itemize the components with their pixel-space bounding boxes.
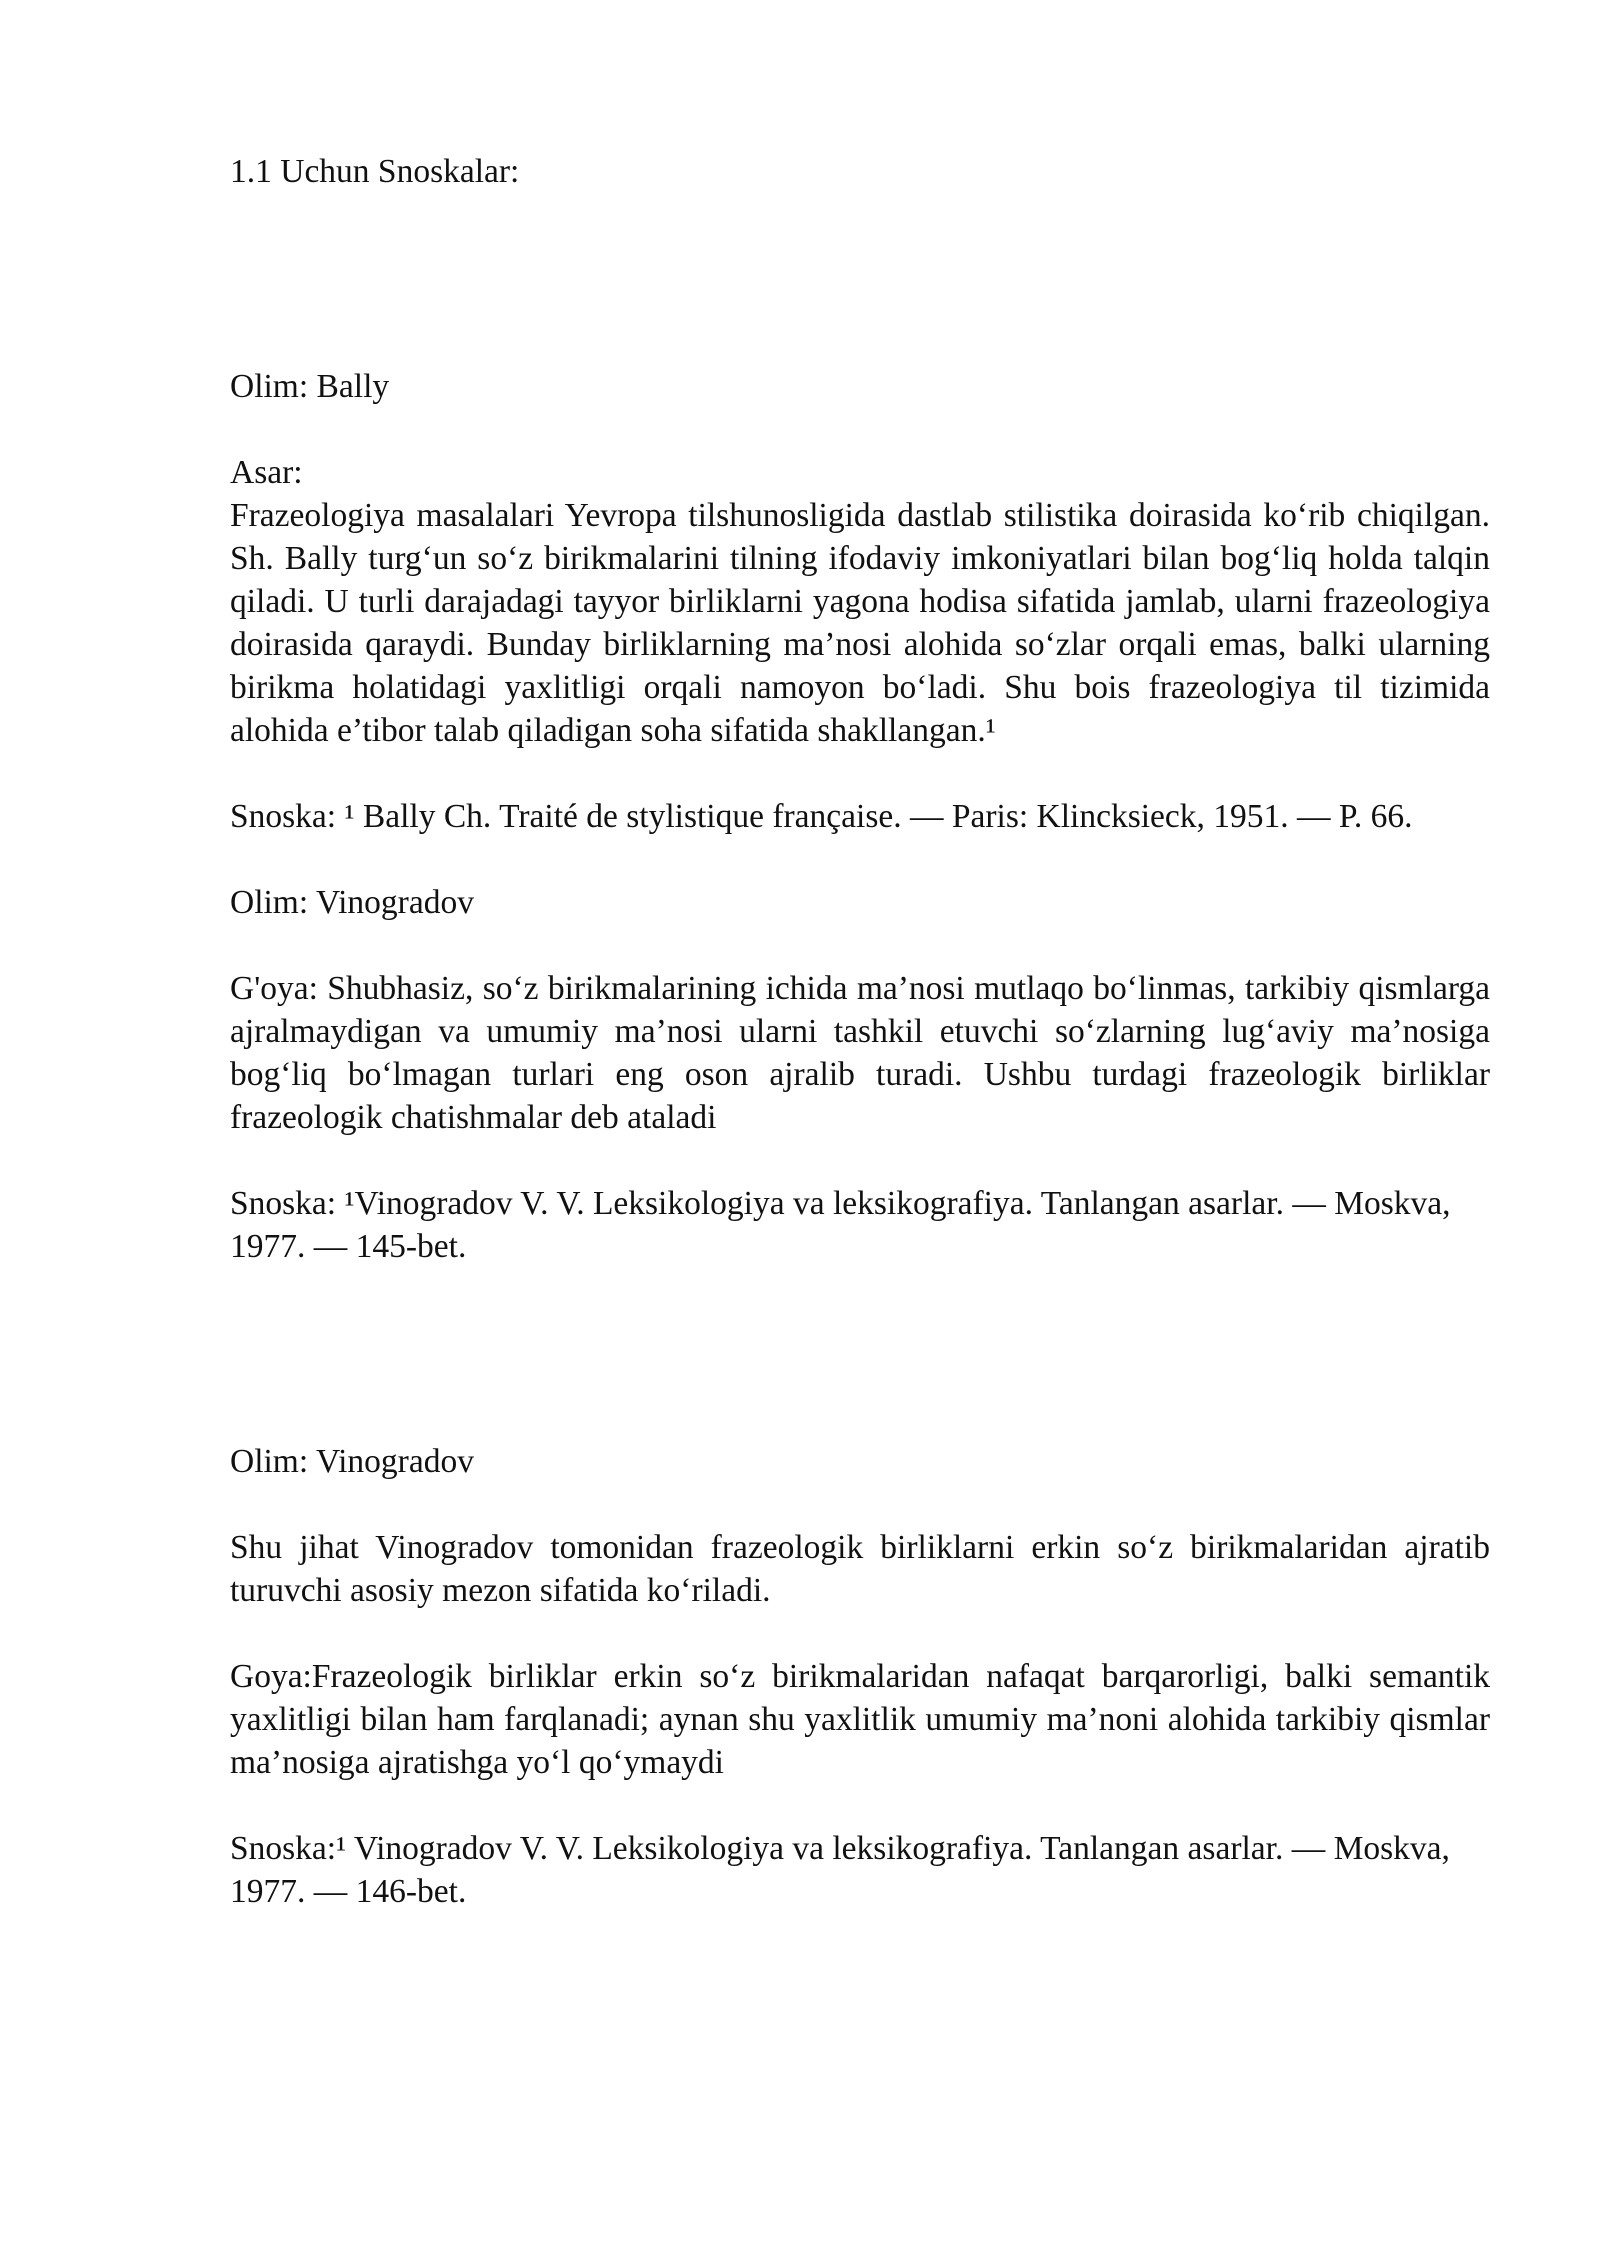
scholar-name-vinogradov-1: Olim: Vinogradov bbox=[230, 884, 474, 921]
document-content bbox=[230, 150, 1490, 1913]
section-body-vinogradov-2: Goya:Frazeologik birliklar erkin so‘z birikmalaridan nafaqat barqarorligi, balki semantik yaxlitligi bilan ham farqlanadi; aynan shu yaxlitlik umumiy ma’noni alohida tarkibiy qismlar ma’nosiga ajratishga yo‘l qo‘ymaydi bbox=[230, 1658, 1490, 1781]
footnote-bally: Snoska: ¹ Bally Ch. Traité de stylistique française. — Paris: Klincksieck, 1951. — P. 66. bbox=[230, 798, 1413, 835]
footnote-vinogradov-1: Snoska: ¹Vinogradov V. V. Leksikologiya va leksikografiya. Tanlangan asarlar. — Moskva, 1977. — 145-bet. bbox=[230, 1185, 1451, 1265]
footnote-vinogradov-2: Snoska:¹ Vinogradov V. V. Leksikologiya va leksikografiya. Tanlangan asarlar. — Moskva, 1977. — 146-bet. bbox=[230, 1830, 1450, 1910]
document-heading: 1.1 Uchun Snoskalar: bbox=[230, 153, 520, 190]
section-body-bally: Frazeologiya masalalari Yevropa tilshunosligida dastlab stilistika doirasida ko‘rib chiqilgan. Sh. Bally turg‘un so‘z birikmalarini tilning ifodaviy imkoniyatlari bilan bog‘liq holda talqin qiladi. U turli darajadagi tayyor birliklarni yagona hodisa sifatida jamlab, ularni frazeologiya doirasida qaraydi. Bunday birliklarning ma’nosi alohida so‘zlar orqali emas, balki ularning birikma holatidagi yaxlitligi orqali namoyon bo‘ladi. Shu bois frazeologiya til tizimida alohida e’tibor talab qiladigan soha sifatida shakllangan.¹ bbox=[230, 497, 1490, 749]
section-intro-vinogradov-2: Shu jihat Vinogradov tomonidan frazeologik birliklarni erkin so‘z birikmalaridan ajratib turuvchi asosiy mezon sifatida ko‘riladi. bbox=[230, 1529, 1490, 1609]
scholar-name-vinogradov-2: Olim: Vinogradov bbox=[230, 1443, 474, 1480]
section-body-vinogradov-1: G'oya: Shubhasiz, so‘z birikmalarining ichida ma’nosi mutlaqo bo‘linmas, tarkibiy qismlarga ajralmaydigan va umumiy ma’nosi ularni tashkil etuvchi so‘zlarning lug‘aviy ma’nosiga bog‘liq bo‘lmagan turlari eng oson ajralib turadi. Ushbu turdagi frazeologik birliklar frazeologik chatishmalar deb ataladi bbox=[230, 970, 1490, 1136]
scholar-name-bally: Olim: Bally bbox=[230, 368, 390, 405]
work-label: Asar: bbox=[230, 454, 303, 491]
